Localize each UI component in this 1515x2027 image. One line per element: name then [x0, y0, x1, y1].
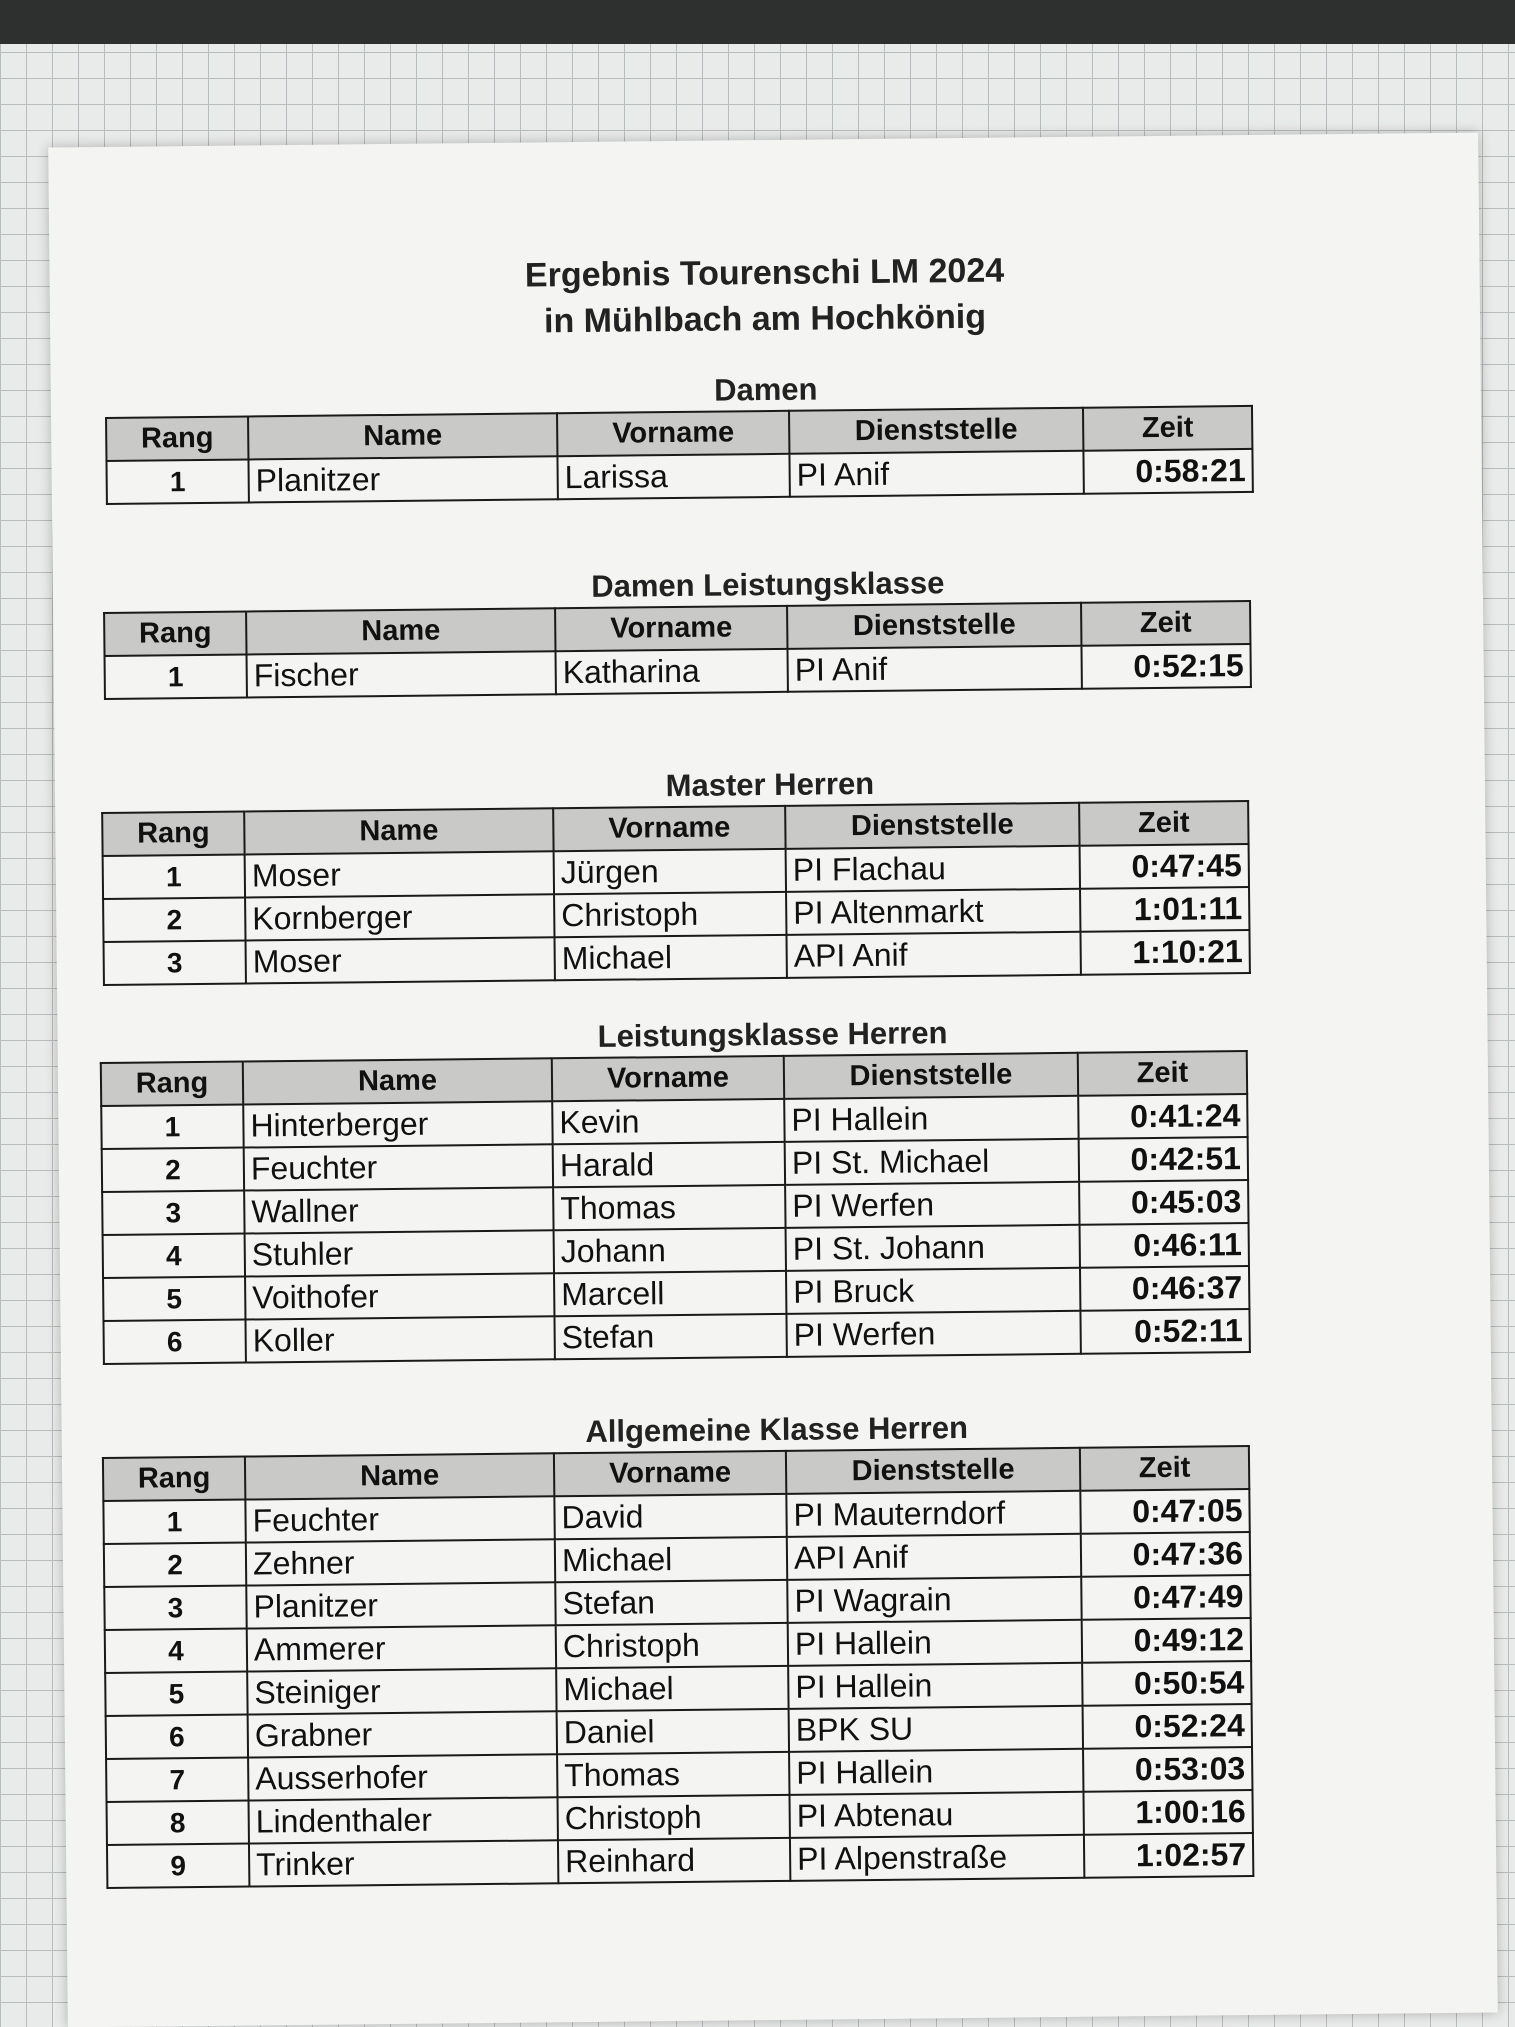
cell-rang: 1 [103, 855, 245, 899]
cell-zeit: 0:47:05 [1080, 1489, 1249, 1534]
cell-zeit: 0:52:15 [1081, 644, 1250, 689]
column-header-rang: Rang [103, 1457, 245, 1501]
column-header-dienststelle: Dienststelle [784, 1053, 1078, 1099]
column-header-dienststelle: Dienststelle [789, 408, 1083, 454]
title-line-1: Ergebnis Tourenschi LM 2024 [524, 251, 1005, 295]
column-header-vorname: Vorname [552, 1056, 784, 1101]
column-header-name: Name [245, 1453, 554, 1499]
cell-vorname: Katharina [555, 649, 787, 694]
column-header-dienststelle: Dienststelle [786, 1448, 1080, 1494]
section-title: Damen Leistungsklasse [591, 565, 945, 604]
cell-rang: 3 [104, 1586, 246, 1630]
cell-dienststelle: PI Mauterndorf [786, 1491, 1080, 1537]
cell-zeit: 0:41:24 [1078, 1094, 1247, 1139]
cell-name: Moser [245, 851, 554, 897]
column-header-vorname: Vorname [554, 1451, 786, 1496]
cell-name: Voithofer [245, 1273, 554, 1319]
cell-name: Steiniger [247, 1668, 556, 1714]
section-title: Allgemeine Klasse Herren [585, 1409, 969, 1449]
cell-zeit: 1:00:16 [1083, 1790, 1252, 1835]
cell-name: Planitzer [248, 456, 557, 502]
section-0 [51, 363, 1482, 506]
cell-dienststelle: PI Hallein [788, 1620, 1082, 1666]
cell-name: Hinterberger [243, 1101, 552, 1147]
section-1 [53, 558, 1484, 701]
column-header-name: Name [244, 808, 553, 854]
cell-vorname: Christoph [556, 1623, 788, 1668]
title-line-2: in Mühlbach am Hochkönig [543, 297, 987, 341]
cell-dienststelle: PI Abtenau [789, 1792, 1083, 1838]
cell-rang: 5 [103, 1277, 245, 1321]
column-header-zeit: Zeit [1083, 406, 1252, 451]
cell-dienststelle: PI Hallein [789, 1749, 1083, 1795]
cell-zeit: 0:49:12 [1082, 1618, 1251, 1663]
column-header-zeit: Zeit [1078, 1051, 1247, 1096]
cell-zeit: 0:42:51 [1079, 1137, 1248, 1182]
cell-vorname: David [554, 1494, 786, 1539]
cell-rang: 9 [107, 1844, 249, 1888]
results-table [102, 1445, 1254, 1889]
cell-zeit: 0:45:03 [1079, 1180, 1248, 1225]
cell-name: Ausserhofer [248, 1754, 557, 1800]
cell-vorname: Daniel [557, 1709, 789, 1754]
cell-vorname: Michael [554, 935, 786, 980]
cell-name: Ammerer [247, 1625, 556, 1671]
column-header-dienststelle: Dienststelle [785, 803, 1079, 849]
cell-name: Stuhler [245, 1230, 554, 1276]
column-header-rang: Rang [102, 812, 244, 856]
cell-vorname: Stefan [555, 1580, 787, 1625]
section-3 [57, 1008, 1491, 1366]
cell-rang: 2 [104, 1543, 246, 1587]
cell-dienststelle: BPK SU [789, 1706, 1083, 1752]
cell-dienststelle: PI Anif [789, 451, 1083, 497]
column-header-rang: Rang [101, 1062, 243, 1106]
cell-dienststelle: PI Alpenstraße [790, 1835, 1084, 1881]
results-table [105, 405, 1254, 505]
cell-vorname: Kevin [552, 1099, 784, 1144]
column-header-name: Name [248, 413, 557, 459]
cell-dienststelle: PI St. Johann [786, 1225, 1080, 1271]
cell-zeit: 0:47:36 [1081, 1532, 1250, 1577]
cell-dienststelle: PI Hallein [788, 1663, 1082, 1709]
cell-vorname: Stefan [554, 1314, 786, 1359]
cell-zeit: 0:58:21 [1083, 449, 1252, 494]
cell-rang: 1 [103, 1500, 245, 1544]
cell-rang: 4 [103, 1234, 245, 1278]
cell-dienststelle: PI Flachau [786, 846, 1080, 892]
section-2 [55, 758, 1487, 987]
cell-rang: 1 [106, 459, 248, 503]
result-sheet [48, 133, 1498, 2027]
cell-name: Planitzer [246, 1582, 555, 1628]
cell-rang: 1 [101, 1105, 243, 1149]
cell-name: Kornberger [245, 894, 554, 940]
cell-zeit: 0:52:24 [1083, 1704, 1252, 1749]
cell-vorname: Johann [554, 1228, 786, 1273]
cell-name: Grabner [248, 1711, 557, 1757]
cell-dienststelle: PI Werfen [785, 1182, 1079, 1228]
cell-zeit: 0:47:49 [1081, 1575, 1250, 1620]
cell-name: Feuchter [245, 1496, 554, 1542]
cell-rang: 6 [106, 1715, 248, 1759]
cell-rang: 2 [103, 898, 245, 942]
cell-name: Trinker [249, 1840, 558, 1886]
cell-dienststelle: PI Wagrain [787, 1577, 1081, 1623]
column-header-vorname: Vorname [555, 606, 787, 651]
section-title: Damen [713, 371, 818, 408]
document-title [49, 243, 1480, 350]
section-4 [61, 1402, 1496, 1889]
results-table [100, 1050, 1251, 1365]
cell-zeit: 0:50:54 [1082, 1661, 1251, 1706]
cell-dienststelle: PI Hallein [784, 1096, 1078, 1142]
cell-zeit: 0:46:37 [1080, 1266, 1249, 1311]
cell-rang: 3 [104, 941, 246, 985]
column-header-dienststelle: Dienststelle [787, 603, 1081, 649]
cell-vorname: Jürgen [554, 849, 786, 894]
cell-dienststelle: PI St. Michael [785, 1139, 1079, 1185]
cell-zeit: 0:46:11 [1080, 1223, 1249, 1268]
cell-zeit: 1:01:11 [1080, 887, 1249, 932]
cell-rang: 2 [102, 1148, 244, 1192]
column-header-vorname: Vorname [557, 411, 789, 456]
cell-dienststelle: API Anif [787, 1534, 1081, 1580]
cell-vorname: Reinhard [558, 1838, 790, 1883]
column-header-name: Name [246, 608, 555, 654]
cell-zeit: 1:10:21 [1080, 930, 1249, 975]
cell-vorname: Michael [556, 1666, 788, 1711]
cell-zeit: 1:02:57 [1084, 1833, 1253, 1878]
cell-name: Moser [246, 937, 555, 983]
column-header-zeit: Zeit [1080, 1446, 1249, 1491]
cell-dienststelle: API Anif [786, 932, 1080, 978]
cell-vorname: Larissa [557, 454, 789, 499]
cell-vorname: Thomas [553, 1185, 785, 1230]
cell-name: Zehner [246, 1539, 555, 1585]
cell-vorname: Thomas [557, 1752, 789, 1797]
results-table [101, 800, 1251, 986]
cell-rang: 8 [107, 1801, 249, 1845]
cell-vorname: Harald [553, 1142, 785, 1187]
cell-vorname: Michael [555, 1537, 787, 1582]
cell-rang: 4 [105, 1629, 247, 1673]
cell-rang: 5 [105, 1672, 247, 1716]
cell-name: Fischer [247, 651, 556, 697]
dark-frame-edge [0, 0, 1515, 44]
cell-name: Lindenthaler [249, 1797, 558, 1843]
column-header-vorname: Vorname [553, 806, 785, 851]
cell-zeit: 0:53:03 [1083, 1747, 1252, 1792]
results-table [103, 600, 1252, 700]
cell-vorname: Marcell [554, 1271, 786, 1316]
cell-name: Wallner [244, 1187, 553, 1233]
cell-rang: 6 [103, 1320, 245, 1364]
cell-dienststelle: PI Altenmarkt [786, 889, 1080, 935]
cell-rang: 7 [106, 1758, 248, 1802]
column-header-zeit: Zeit [1079, 801, 1248, 846]
cell-dienststelle: PI Bruck [786, 1268, 1080, 1314]
cell-rang: 1 [105, 654, 247, 698]
cell-dienststelle: PI Werfen [786, 1311, 1080, 1357]
cell-vorname: Christoph [554, 892, 786, 937]
cell-zeit: 0:47:45 [1080, 844, 1249, 889]
cell-dienststelle: PI Anif [787, 646, 1081, 692]
cell-zeit: 0:52:11 [1080, 1309, 1249, 1354]
column-header-rang: Rang [104, 611, 246, 655]
column-header-zeit: Zeit [1081, 601, 1250, 646]
cell-rang: 3 [102, 1191, 244, 1235]
column-header-name: Name [243, 1058, 552, 1104]
column-header-rang: Rang [106, 416, 248, 460]
cell-name: Koller [245, 1316, 554, 1362]
cell-vorname: Christoph [557, 1795, 789, 1840]
section-title: Leistungsklasse Herren [597, 1015, 948, 1054]
section-title: Master Herren [665, 765, 875, 804]
cell-name: Feuchter [244, 1144, 553, 1190]
